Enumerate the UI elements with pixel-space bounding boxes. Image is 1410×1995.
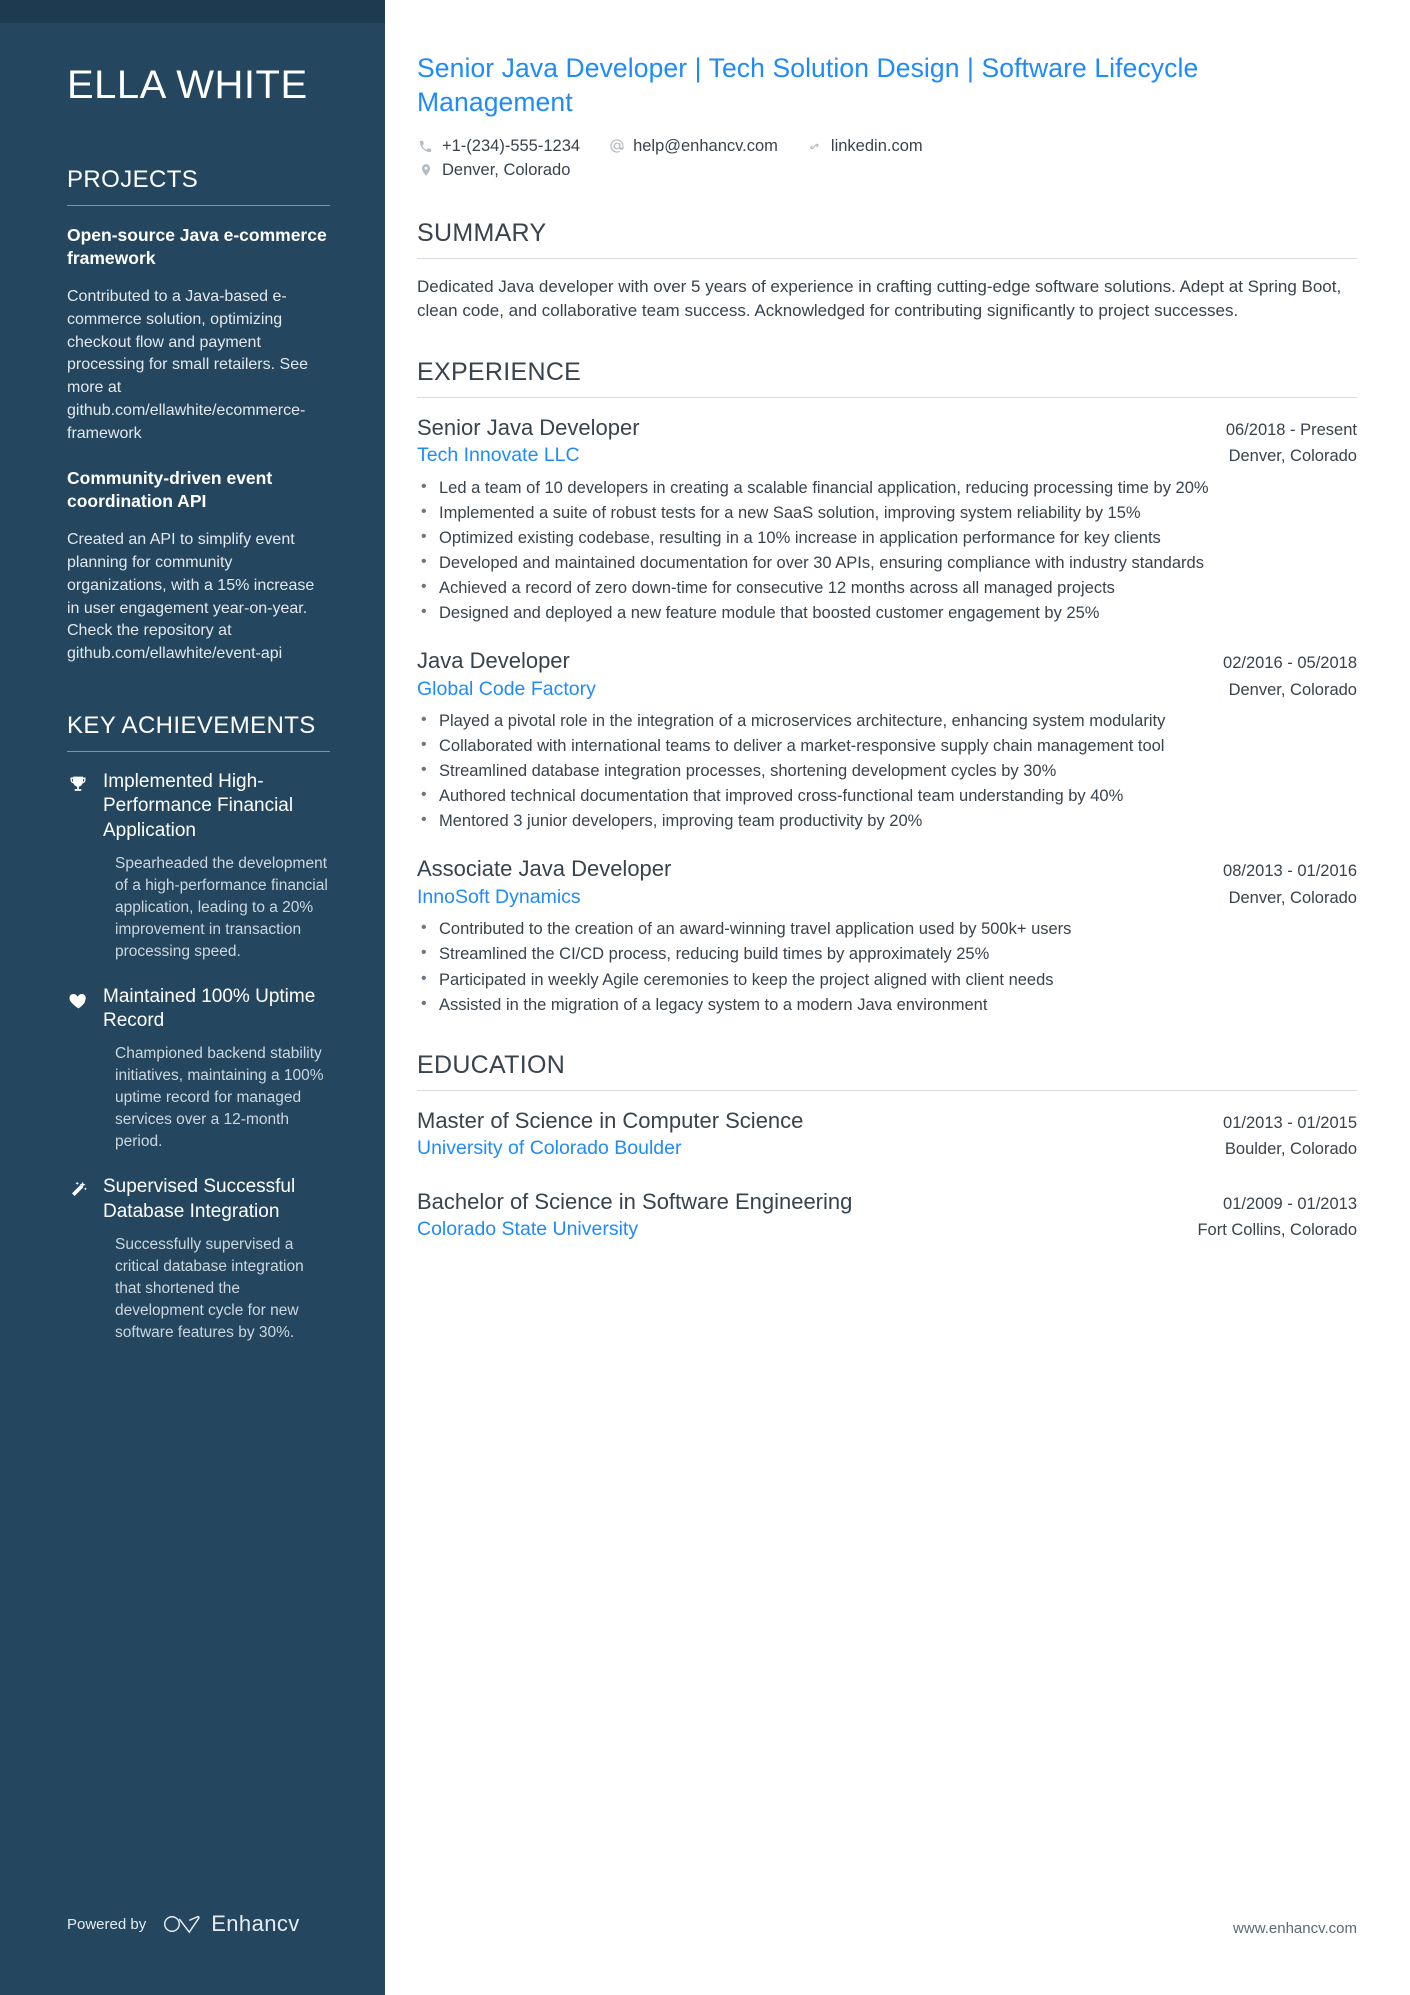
job-dates: 02/2016 - 05/2018 [1223, 654, 1357, 673]
job-bullets [417, 477, 1357, 626]
projects-section [67, 166, 330, 666]
job-bullet: • Streamlined database integration processes, shortening development cycles by 30% [417, 760, 1357, 783]
powered-by-label: Powered by [67, 1915, 147, 1933]
contact-details [417, 137, 1357, 185]
school-location: Boulder, Colorado [1224, 1140, 1357, 1159]
job-bullet: • Implemented a suite of robust tests for a new SaaS solution, improving system reliability by 15% [417, 502, 1357, 525]
summary-divider [417, 258, 1357, 259]
experience-heading: EXPERIENCE [417, 357, 582, 386]
job-dates: 06/2018 - Present [1225, 420, 1357, 439]
job-bullets [417, 918, 1357, 1016]
job-company[interactable]: InnoSoft Dynamics [417, 885, 581, 908]
contact-location [417, 161, 570, 180]
contact-email-text: help@enhancv.com [633, 136, 778, 155]
job-dates: 08/2013 - 01/2016 [1223, 862, 1357, 881]
achievement-title: Supervised Successful Database Integration [103, 1176, 296, 1222]
experience-entry [417, 414, 1357, 625]
job-bullet: • Developed and maintained documentation for over 30 APIs, ensuring compliance with industry standards [417, 552, 1357, 575]
contact-phone-text: +1-(234)-555-1234 [442, 136, 581, 155]
job-company[interactable]: Tech Innovate LLC [417, 444, 580, 467]
degree-title: Master of Science in Computer Science [417, 1107, 804, 1133]
job-bullet: • Collaborated with international teams to deliver a market-responsive supply chain management tool [417, 735, 1357, 758]
headline: Senior Java Developer | Tech Solution Design | Software Lifecycle Management [417, 53, 1199, 117]
job-bullets [417, 710, 1357, 833]
phone-icon [417, 138, 434, 155]
job-bullet: • Optimized existing codebase, resulting in a 10% increase in application performance for key clients [417, 527, 1357, 550]
education-entry [417, 1107, 1357, 1162]
summary-heading: SUMMARY [417, 218, 547, 247]
education-divider [417, 1090, 1357, 1091]
school-name[interactable]: University of Colorado Boulder [417, 1137, 682, 1160]
contact-linkedin[interactable] [806, 137, 923, 156]
job-title: Java Developer [417, 648, 570, 674]
job-bullet: • Streamlined the CI/CD process, reducing build times by approximately 25% [417, 943, 1357, 966]
projects-divider [67, 205, 330, 206]
job-bullet: • Mentored 3 junior developers, improving team productivity by 20% [417, 810, 1357, 833]
website-footer: www.enhancv.com [1233, 1920, 1357, 1937]
achievement-title: Maintained 100% Uptime Record [103, 985, 316, 1032]
job-bullet: • Participated in weekly Agile ceremonies to keep the project aligned with client needs [417, 969, 1357, 992]
achievement-title: Implemented High-Performance Financial Application [103, 770, 294, 842]
sidebar-footer [67, 1911, 300, 1937]
experience-entry [417, 855, 1357, 1016]
trophy-icon [67, 770, 89, 963]
enhancv-mark-icon [162, 1913, 202, 1935]
key-achievements-divider [67, 751, 330, 752]
project-description: Created an API to simplify event planning for community organizations, with a 15% increase in user engagement year-on-year. Check the repository at github.com/ellawhite/event-api [67, 531, 315, 662]
contact-email[interactable] [608, 137, 778, 156]
job-bullet: • Contributed to the creation of an award-winning travel application used by 500k+ users [417, 918, 1357, 941]
achievement-item [67, 1175, 330, 1343]
contact-phone[interactable] [417, 137, 580, 156]
experience-divider [417, 397, 1357, 398]
job-bullet: • Led a team of 10 developers in creating a scalable financial application, reducing processing time by 20% [417, 477, 1357, 500]
heart-icon [67, 985, 89, 1153]
link-icon [806, 138, 823, 155]
job-location: Denver, Colorado [1228, 888, 1357, 907]
email-at-icon [608, 138, 625, 155]
contact-location-text: Denver, Colorado [442, 160, 571, 179]
degree-title: Bachelor of Science in Software Engineering [417, 1188, 853, 1214]
magic-wand-icon [67, 1175, 89, 1343]
job-bullet: • Played a pivotal role in the integration of a microservices architecture, enhancing system modularity [417, 710, 1357, 733]
degree-dates: 01/2013 - 01/2015 [1223, 1113, 1357, 1132]
achievement-description: Championed backend stability initiatives, maintaining a 100% uptime record for managed services over a 12-month period. [115, 1045, 324, 1151]
job-bullet: • Designed and deployed a new feature module that boosted customer engagement by 25% [417, 602, 1357, 625]
enhancv-wordmark: Enhancv [211, 1911, 300, 1936]
summary-text: Dedicated Java developer with over 5 years of experience in crafting cutting-edge software solutions. Adept at Spring Boot, clean code, and collaborative team success. Acknowledged for contributing significantly to project successes. [417, 276, 1342, 321]
sidebar [0, 0, 385, 1995]
experience-section [417, 358, 1357, 1017]
achievement-description: Spearheaded the development of a high-performance financial application, leading to a 20% improvement in transaction processing speed. [115, 854, 328, 960]
project-title: Open-source Java e-commerce framework [67, 225, 327, 269]
job-title: Senior Java Developer [417, 414, 640, 440]
degree-dates: 01/2009 - 01/2013 [1223, 1194, 1357, 1213]
contact-row-primary [417, 137, 1357, 161]
education-entry [417, 1188, 1357, 1243]
achievement-item [67, 985, 330, 1153]
projects-heading: PROJECTS [67, 166, 199, 193]
main-content [385, 0, 1410, 1995]
key-achievements-section [67, 712, 330, 1344]
school-name[interactable]: Colorado State University [417, 1218, 639, 1241]
project-title: Community-driven event coordination API [67, 468, 273, 512]
job-title: Associate Java Developer [417, 856, 672, 882]
sidebar-top-strip [0, 0, 385, 23]
location-pin-icon [417, 162, 434, 179]
job-bullet: • Achieved a record of zero down-time for consecutive 12 months across all managed projects [417, 577, 1357, 600]
project-item [67, 467, 330, 666]
job-company[interactable]: Global Code Factory [417, 677, 596, 700]
experience-entry [417, 647, 1357, 833]
job-bullet: • Assisted in the migration of a legacy system to a modern Java environment [417, 994, 1357, 1017]
project-description: Contributed to a Java-based e-commerce solution, optimizing checkout flow and payment processing for small retailers. See more at github.com/ellawhite/ecommerce-framework [67, 288, 308, 442]
school-location: Fort Collins, Colorado [1197, 1221, 1357, 1240]
job-location: Denver, Colorado [1228, 680, 1357, 699]
contact-linkedin-text: linkedin.com [830, 136, 923, 155]
education-section [417, 1051, 1357, 1243]
project-item [67, 224, 330, 445]
job-bullet: • Authored technical documentation that improved cross-functional team understanding by 40% [417, 785, 1357, 808]
achievement-description: Successfully supervised a critical database integration that shortened the development cycle for new software features by 30%. [115, 1235, 304, 1341]
candidate-name: ELLA WHITE [67, 63, 308, 107]
enhancv-logo [162, 1911, 299, 1937]
contact-row-secondary [417, 161, 1357, 185]
key-achievements-heading: KEY ACHIEVEMENTS [67, 711, 316, 739]
education-heading: EDUCATION [417, 1050, 566, 1079]
job-location: Denver, Colorado [1228, 447, 1357, 466]
achievement-item [67, 770, 330, 963]
summary-section [417, 219, 1357, 324]
